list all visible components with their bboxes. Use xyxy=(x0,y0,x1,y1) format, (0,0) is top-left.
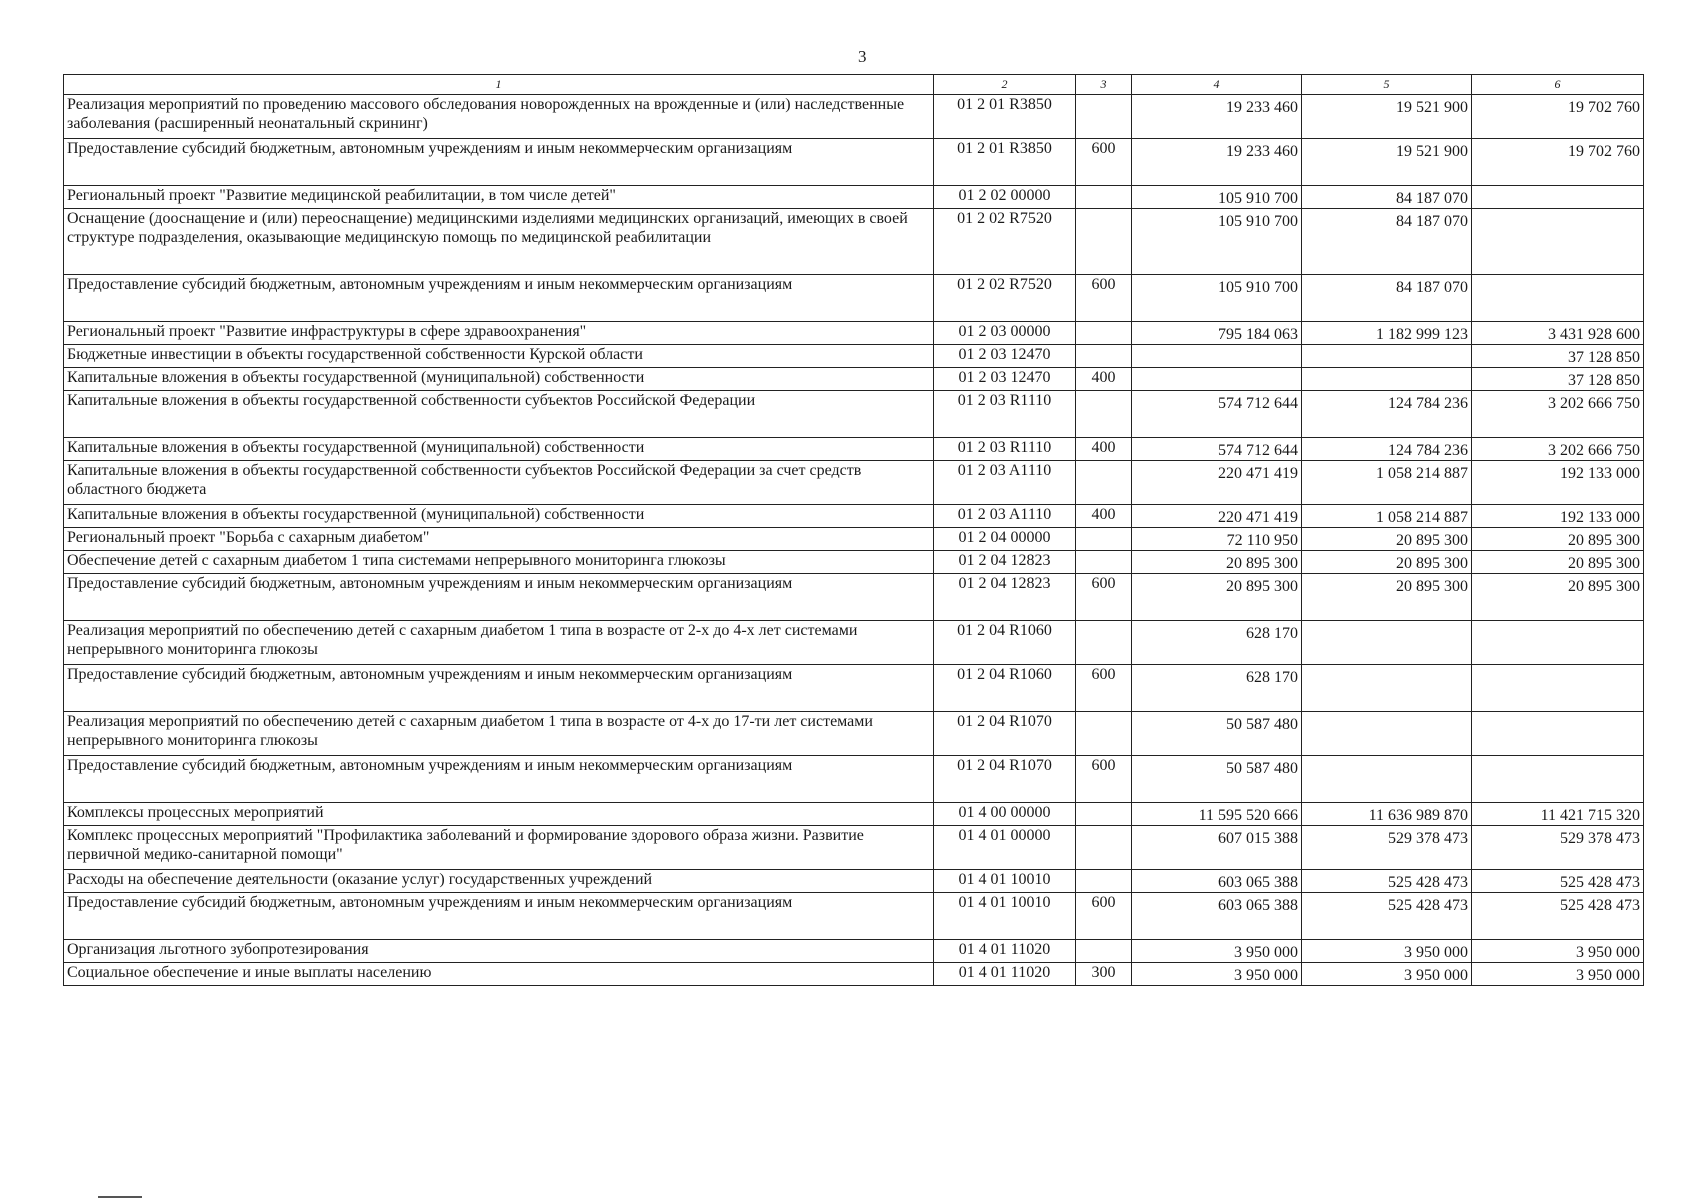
expense-type-cell xyxy=(1076,528,1132,551)
amount-col6-cell: 3 431 928 600 xyxy=(1472,322,1644,345)
target-article-cell: 01 2 03 12470 xyxy=(934,368,1076,391)
expense-type-cell xyxy=(1076,345,1132,368)
amount-col4-cell: 574 712 644 xyxy=(1132,391,1302,438)
expense-name-cell: Капитальные вложения в объекты государственной (муниципальной) собственности xyxy=(64,368,934,391)
table-row xyxy=(64,940,1644,963)
amount-col5-cell: 1 058 214 887 xyxy=(1302,505,1472,528)
expense-type-cell xyxy=(1076,940,1132,963)
target-article-cell: 01 4 01 11020 xyxy=(934,963,1076,986)
target-article-cell: 01 2 04 00000 xyxy=(934,528,1076,551)
amount-col4-cell: 795 184 063 xyxy=(1132,322,1302,345)
amount-col5-cell: 20 895 300 xyxy=(1302,551,1472,574)
expense-type-cell xyxy=(1076,461,1132,505)
expense-name-cell: Реализация мероприятий по обеспечению детей с сахарным диабетом 1 типа в возрасте от 2-х до 4-х лет системами непрерывного мониторинга глюкозы xyxy=(64,621,934,665)
amount-col5-cell xyxy=(1302,345,1472,368)
expense-type-cell xyxy=(1076,95,1132,139)
amount-col5-cell: 20 895 300 xyxy=(1302,528,1472,551)
table-row xyxy=(64,712,1644,756)
amount-col4-cell: 105 910 700 xyxy=(1132,186,1302,209)
expense-type-cell: 300 xyxy=(1076,963,1132,986)
amount-col4-cell: 603 065 388 xyxy=(1132,893,1302,940)
column-number-2: 2 xyxy=(934,75,1076,95)
amount-col4-cell: 3 950 000 xyxy=(1132,963,1302,986)
amount-col4-cell: 72 110 950 xyxy=(1132,528,1302,551)
table-row xyxy=(64,186,1644,209)
expense-type-cell xyxy=(1076,391,1132,438)
expense-type-cell xyxy=(1076,186,1132,209)
amount-col6-cell: 192 133 000 xyxy=(1472,505,1644,528)
amount-col4-cell: 20 895 300 xyxy=(1132,551,1302,574)
expense-name-cell: Комплексы процессных мероприятий xyxy=(64,803,934,826)
amount-col6-cell: 3 202 666 750 xyxy=(1472,438,1644,461)
amount-col5-cell xyxy=(1302,621,1472,665)
column-number-1: 1 xyxy=(64,75,934,95)
table-row xyxy=(64,438,1644,461)
amount-col5-cell: 525 428 473 xyxy=(1302,870,1472,893)
target-article-cell: 01 4 01 11020 xyxy=(934,940,1076,963)
amount-col5-cell: 1 182 999 123 xyxy=(1302,322,1472,345)
target-article-cell: 01 2 04 R1070 xyxy=(934,756,1076,803)
amount-col6-cell: 20 895 300 xyxy=(1472,551,1644,574)
amount-col4-cell: 574 712 644 xyxy=(1132,438,1302,461)
table-row xyxy=(64,209,1644,275)
target-article-cell: 01 4 00 00000 xyxy=(934,803,1076,826)
expense-name-cell: Реализация мероприятий по обеспечению детей с сахарным диабетом 1 типа в возрасте от 4-х до 17-ти лет системами непрерывного мониторинга глюкозы xyxy=(64,712,934,756)
amount-col5-cell: 84 187 070 xyxy=(1302,209,1472,275)
amount-col4-cell: 50 587 480 xyxy=(1132,712,1302,756)
page-margin-mark xyxy=(98,1196,142,1198)
table-row xyxy=(64,870,1644,893)
expense-type-cell xyxy=(1076,621,1132,665)
expense-type-cell: 400 xyxy=(1076,505,1132,528)
column-number-3: 3 xyxy=(1076,75,1132,95)
expense-name-cell: Капитальные вложения в объекты государственной собственности субъектов Российской Федерации за счет средств областного бюджета xyxy=(64,461,934,505)
amount-col5-cell xyxy=(1302,368,1472,391)
amount-col5-cell: 11 636 989 870 xyxy=(1302,803,1472,826)
amount-col4-cell: 105 910 700 xyxy=(1132,209,1302,275)
expense-name-cell: Региональный проект "Развитие медицинской реабилитации, в том числе детей" xyxy=(64,186,934,209)
target-article-cell: 01 2 04 12823 xyxy=(934,551,1076,574)
expense-type-cell xyxy=(1076,870,1132,893)
expense-name-cell: Обеспечение детей с сахарным диабетом 1 типа системами непрерывного мониторинга глюкозы xyxy=(64,551,934,574)
amount-col6-cell: 37 128 850 xyxy=(1472,345,1644,368)
table-row xyxy=(64,963,1644,986)
expense-name-cell: Предоставление субсидий бюджетным, автономным учреждениям и иным некоммерческим организациям xyxy=(64,893,934,940)
amount-col5-cell: 20 895 300 xyxy=(1302,574,1472,621)
table-row xyxy=(64,826,1644,870)
amount-col5-cell: 529 378 473 xyxy=(1302,826,1472,870)
amount-col6-cell: 19 702 760 xyxy=(1472,139,1644,186)
amount-col6-cell xyxy=(1472,209,1644,275)
amount-col6-cell xyxy=(1472,275,1644,322)
expense-name-cell: Организация льготного зубопротезирования xyxy=(64,940,934,963)
amount-col6-cell xyxy=(1472,186,1644,209)
table-row xyxy=(64,505,1644,528)
expense-name-cell: Региональный проект "Борьба с сахарным диабетом" xyxy=(64,528,934,551)
table-row xyxy=(64,461,1644,505)
target-article-cell: 01 2 01 R3850 xyxy=(934,95,1076,139)
page-number: 3 xyxy=(858,47,867,66)
expense-name-cell: Реализация мероприятий по проведению массового обследования новорожденных на врожденные и (или) наследственные заболевания (расширенный неонатальный скрининг) xyxy=(64,95,934,139)
amount-col6-cell xyxy=(1472,665,1644,712)
expense-type-cell: 400 xyxy=(1076,368,1132,391)
table-row xyxy=(64,275,1644,322)
target-article-cell: 01 4 01 00000 xyxy=(934,826,1076,870)
expense-type-cell: 400 xyxy=(1076,438,1132,461)
table-row xyxy=(64,621,1644,665)
expense-name-cell: Комплекс процессных мероприятий "Профилактика заболеваний и формирование здорового образа жизни. Развитие первичной медико-санитарной помощи" xyxy=(64,826,934,870)
amount-col6-cell xyxy=(1472,712,1644,756)
expense-name-cell: Предоставление субсидий бюджетным, автономным учреждениям и иным некоммерческим организациям xyxy=(64,574,934,621)
expense-name-cell: Капитальные вложения в объекты государственной собственности субъектов Российской Федерации xyxy=(64,391,934,438)
amount-col4-cell: 105 910 700 xyxy=(1132,275,1302,322)
column-number-4: 4 xyxy=(1132,75,1302,95)
amount-col5-cell xyxy=(1302,712,1472,756)
amount-col6-cell: 3 950 000 xyxy=(1472,963,1644,986)
expense-name-cell: Предоставление субсидий бюджетным, автономным учреждениям и иным некоммерческим организациям xyxy=(64,275,934,322)
amount-col6-cell: 3 950 000 xyxy=(1472,940,1644,963)
expense-type-cell xyxy=(1076,826,1132,870)
target-article-cell: 01 2 03 12470 xyxy=(934,345,1076,368)
target-article-cell: 01 2 02 R7520 xyxy=(934,209,1076,275)
target-article-cell: 01 2 04 12823 xyxy=(934,574,1076,621)
table-row xyxy=(64,368,1644,391)
amount-col4-cell xyxy=(1132,368,1302,391)
amount-col4-cell: 628 170 xyxy=(1132,621,1302,665)
amount-col4-cell: 11 595 520 666 xyxy=(1132,803,1302,826)
amount-col4-cell: 3 950 000 xyxy=(1132,940,1302,963)
amount-col6-cell: 3 202 666 750 xyxy=(1472,391,1644,438)
column-number-row xyxy=(64,75,1644,95)
amount-col4-cell: 220 471 419 xyxy=(1132,461,1302,505)
column-number-6: 6 xyxy=(1472,75,1644,95)
expense-name-cell: Региональный проект "Развитие инфраструктуры в сфере здравоохранения" xyxy=(64,322,934,345)
amount-col4-cell: 220 471 419 xyxy=(1132,505,1302,528)
target-article-cell: 01 2 02 00000 xyxy=(934,186,1076,209)
amount-col4-cell xyxy=(1132,345,1302,368)
target-article-cell: 01 2 04 R1060 xyxy=(934,665,1076,712)
amount-col5-cell xyxy=(1302,756,1472,803)
amount-col6-cell: 20 895 300 xyxy=(1472,574,1644,621)
expense-type-cell xyxy=(1076,209,1132,275)
table-row xyxy=(64,574,1644,621)
amount-col6-cell: 11 421 715 320 xyxy=(1472,803,1644,826)
amount-col5-cell xyxy=(1302,665,1472,712)
expense-name-cell: Капитальные вложения в объекты государственной (муниципальной) собственности xyxy=(64,438,934,461)
table-row xyxy=(64,665,1644,712)
expense-type-cell: 600 xyxy=(1076,275,1132,322)
expense-name-cell: Предоставление субсидий бюджетным, автономным учреждениям и иным некоммерческим организациям xyxy=(64,139,934,186)
amount-col5-cell: 124 784 236 xyxy=(1302,391,1472,438)
expense-name-cell: Предоставление субсидий бюджетным, автономным учреждениям и иным некоммерческим организациям xyxy=(64,756,934,803)
expense-type-cell xyxy=(1076,322,1132,345)
expense-type-cell xyxy=(1076,712,1132,756)
target-article-cell: 01 2 04 R1060 xyxy=(934,621,1076,665)
amount-col4-cell: 19 233 460 xyxy=(1132,95,1302,139)
amount-col6-cell xyxy=(1472,621,1644,665)
amount-col4-cell: 603 065 388 xyxy=(1132,870,1302,893)
amount-col4-cell: 20 895 300 xyxy=(1132,574,1302,621)
expense-name-cell: Бюджетные инвестиции в объекты государственной собственности Курской области xyxy=(64,345,934,368)
amount-col6-cell: 525 428 473 xyxy=(1472,893,1644,940)
table-row xyxy=(64,893,1644,940)
expense-type-cell: 600 xyxy=(1076,665,1132,712)
amount-col6-cell: 37 128 850 xyxy=(1472,368,1644,391)
target-article-cell: 01 4 01 10010 xyxy=(934,870,1076,893)
target-article-cell: 01 2 03 R1110 xyxy=(934,391,1076,438)
table-row xyxy=(64,551,1644,574)
amount-col5-cell: 19 521 900 xyxy=(1302,95,1472,139)
table-row xyxy=(64,528,1644,551)
table-row xyxy=(64,322,1644,345)
amount-col5-cell: 3 950 000 xyxy=(1302,940,1472,963)
expense-type-cell: 600 xyxy=(1076,574,1132,621)
expense-type-cell xyxy=(1076,803,1132,826)
expense-name-cell: Капитальные вложения в объекты государственной (муниципальной) собственности xyxy=(64,505,934,528)
column-number-5: 5 xyxy=(1302,75,1472,95)
table-row xyxy=(64,345,1644,368)
amount-col4-cell: 19 233 460 xyxy=(1132,139,1302,186)
amount-col6-cell: 20 895 300 xyxy=(1472,528,1644,551)
target-article-cell: 01 2 03 A1110 xyxy=(934,461,1076,505)
expense-type-cell: 600 xyxy=(1076,893,1132,940)
amount-col5-cell: 525 428 473 xyxy=(1302,893,1472,940)
target-article-cell: 01 2 03 A1110 xyxy=(934,505,1076,528)
table-row xyxy=(64,391,1644,438)
amount-col4-cell: 50 587 480 xyxy=(1132,756,1302,803)
amount-col6-cell: 19 702 760 xyxy=(1472,95,1644,139)
expense-type-cell: 600 xyxy=(1076,756,1132,803)
amount-col6-cell xyxy=(1472,756,1644,803)
amount-col6-cell: 192 133 000 xyxy=(1472,461,1644,505)
amount-col4-cell: 628 170 xyxy=(1132,665,1302,712)
amount-col4-cell: 607 015 388 xyxy=(1132,826,1302,870)
table-row xyxy=(64,139,1644,186)
expense-name-cell: Социальное обеспечение и иные выплаты населению xyxy=(64,963,934,986)
table-row xyxy=(64,803,1644,826)
target-article-cell: 01 4 01 10010 xyxy=(934,893,1076,940)
target-article-cell: 01 2 03 00000 xyxy=(934,322,1076,345)
expense-name-cell: Предоставление субсидий бюджетным, автономным учреждениям и иным некоммерческим организациям xyxy=(64,665,934,712)
expense-type-cell: 600 xyxy=(1076,139,1132,186)
target-article-cell: 01 2 04 R1070 xyxy=(934,712,1076,756)
target-article-cell: 01 2 02 R7520 xyxy=(934,275,1076,322)
amount-col5-cell: 3 950 000 xyxy=(1302,963,1472,986)
table-row xyxy=(64,95,1644,139)
amount-col5-cell: 84 187 070 xyxy=(1302,275,1472,322)
budget-table xyxy=(63,74,1644,986)
table-row xyxy=(64,756,1644,803)
target-article-cell: 01 2 03 R1110 xyxy=(934,438,1076,461)
amount-col5-cell: 1 058 214 887 xyxy=(1302,461,1472,505)
amount-col5-cell: 19 521 900 xyxy=(1302,139,1472,186)
amount-col6-cell: 529 378 473 xyxy=(1472,826,1644,870)
expense-name-cell: Расходы на обеспечение деятельности (оказание услуг) государственных учреждений xyxy=(64,870,934,893)
amount-col5-cell: 124 784 236 xyxy=(1302,438,1472,461)
amount-col6-cell: 525 428 473 xyxy=(1472,870,1644,893)
target-article-cell: 01 2 01 R3850 xyxy=(934,139,1076,186)
amount-col5-cell: 84 187 070 xyxy=(1302,186,1472,209)
expense-type-cell xyxy=(1076,551,1132,574)
expense-name-cell: Оснащение (дооснащение и (или) переоснащение) медицинскими изделиями медицинских организаций, имеющих в своей структуре подразделения, оказывающие медицинскую помощь по медицинской реабилитации xyxy=(64,209,934,275)
